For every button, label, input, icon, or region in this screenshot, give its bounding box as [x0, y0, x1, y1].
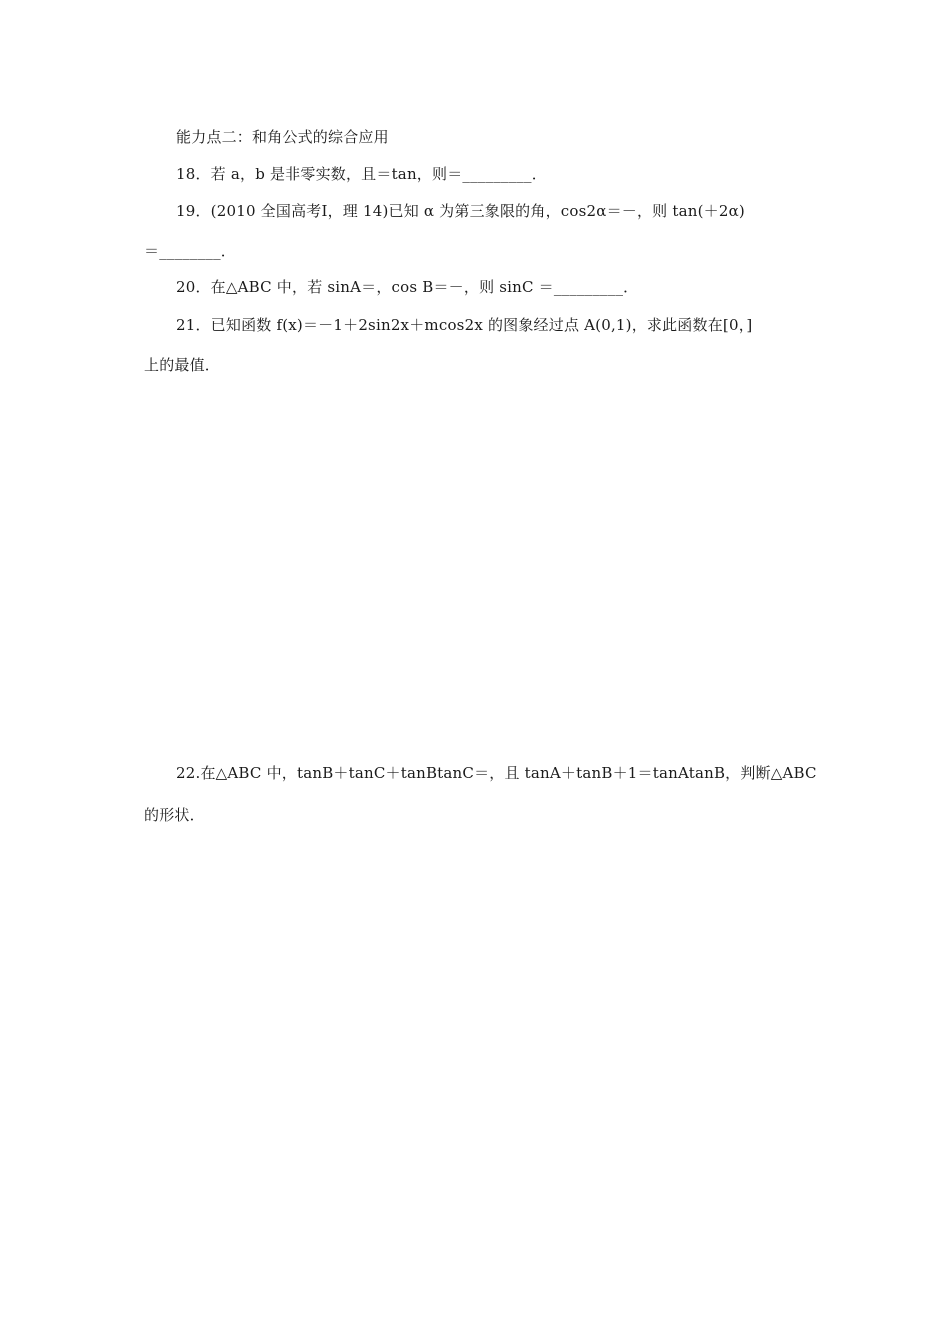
- problem-22-line-1: 22.在△ABC 中，tanB＋tanC＋tanBtanC＝，且 tanA＋tanB＋1＝tanAtanB，判断△ABC: [176, 764, 817, 782]
- problem-20: 20．在△ABC 中，若 sinA＝，cos B＝－，则 sinC ＝_________．: [176, 278, 639, 296]
- section-heading: 能力点二：和角公式的综合应用: [176, 128, 389, 146]
- problem-21-line-1: 21．已知函数 f(x)＝－1＋2sin2x＋mcos2x 的图象经过点 A(0,1)，求此函数在[0，]: [176, 316, 753, 334]
- problem-19-line-1: 19．(2010 全国高考Ⅰ，理 14)已知 α 为第三象限的角，cos2α＝－，则 tan(＋2α): [176, 202, 745, 220]
- problem-22-line-2: 的形状．: [144, 806, 205, 824]
- problem-21-line-2: 上的最值．: [144, 356, 221, 374]
- problem-19-line-2: ＝________．: [144, 242, 237, 260]
- problem-18: 18．若 a，b 是非零实数，且＝tan，则＝_________．: [176, 165, 547, 183]
